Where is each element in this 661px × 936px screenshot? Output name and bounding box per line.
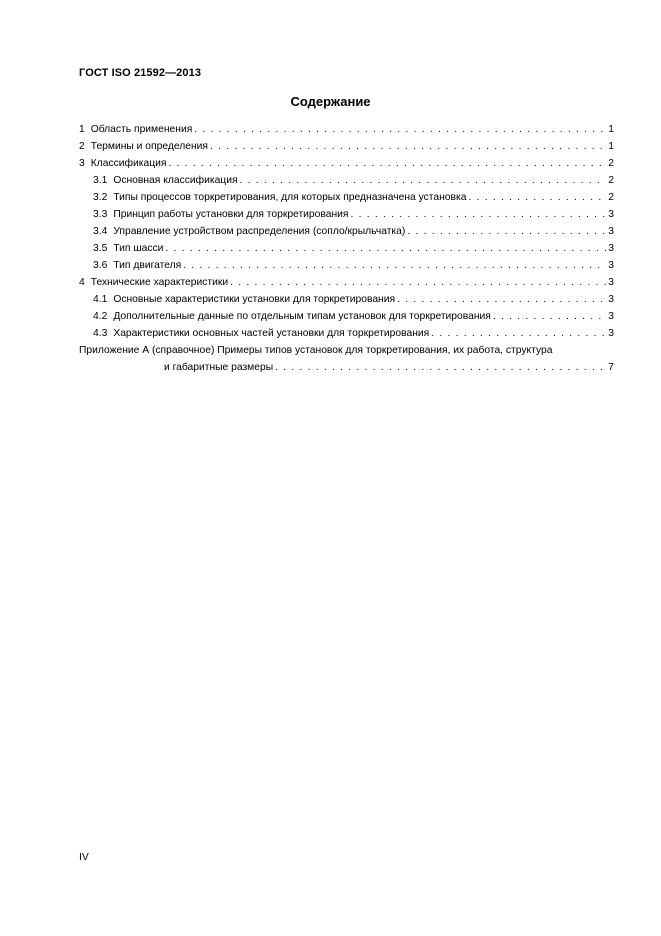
- toc-entry[interactable]: [79, 157, 614, 174]
- toc-entry-page-number: 1: [608, 124, 614, 135]
- toc-entry-page-number: 3: [608, 328, 614, 339]
- toc-entry[interactable]: [79, 276, 614, 293]
- leader-dots: [194, 123, 606, 136]
- toc-entry-number: 3.3: [93, 209, 108, 220]
- toc-entry-number: 4.2: [93, 311, 108, 322]
- toc-entry-page-number: 2: [608, 175, 614, 186]
- annex-page-number: 7: [608, 362, 614, 373]
- toc-entry-title: Управление устройством распределения (сопло/крыльчатка): [113, 226, 406, 237]
- toc-entry-page-number: 2: [608, 192, 614, 203]
- leader-dots: [350, 208, 606, 221]
- leader-dots: [168, 157, 606, 170]
- toc-entry[interactable]: [79, 327, 614, 344]
- toc-entry[interactable]: [79, 123, 614, 140]
- toc-entry-number: 3.1: [93, 175, 108, 186]
- leader-dots: [493, 310, 606, 323]
- leader-dots: [183, 259, 606, 272]
- leader-dots: [165, 242, 606, 255]
- toc-entry-number: 2: [79, 141, 85, 152]
- toc-entry-page-number: 3: [608, 243, 614, 254]
- table-of-contents: [79, 123, 614, 378]
- leader-dots: [275, 361, 606, 374]
- toc-entry-page-number: 3: [608, 209, 614, 220]
- toc-entry-page-number: 3: [608, 260, 614, 271]
- toc-entry-number: 4.3: [93, 328, 108, 339]
- toc-entry-number: 3.2: [93, 192, 108, 203]
- toc-entry-title: Принцип работы установки для торкретирования: [113, 209, 349, 220]
- toc-entry[interactable]: [79, 310, 614, 327]
- annex-title-line2-row: [79, 361, 614, 378]
- toc-entry[interactable]: [79, 293, 614, 310]
- toc-annex-entry[interactable]: [79, 344, 614, 378]
- document-id: ГОСТ ISO 21592—2013: [79, 67, 202, 79]
- leader-dots: [397, 293, 606, 306]
- toc-entry-title: Тип шасси: [113, 243, 164, 254]
- toc-entry-title: Характеристики основных частей установки для торкретирования: [113, 328, 430, 339]
- leader-dots: [407, 225, 606, 238]
- toc-entry-number: 1: [79, 124, 85, 135]
- page-number: IV: [79, 852, 89, 863]
- toc-title: Содержание: [290, 94, 371, 109]
- toc-entry-number: 4: [79, 277, 85, 288]
- toc-entry-title: Основные характеристики установки для торкретирования: [113, 294, 396, 305]
- toc-entry-title: Классификация: [90, 158, 167, 169]
- toc-entry-number: 3.5: [93, 243, 108, 254]
- toc-entry-page-number: 1: [608, 141, 614, 152]
- leader-dots: [210, 140, 606, 153]
- toc-entry[interactable]: [79, 259, 614, 276]
- toc-entry-page-number: 2: [608, 158, 614, 169]
- toc-entry-number: 3: [79, 158, 85, 169]
- toc-entry-title: Основная классификация: [113, 175, 238, 186]
- toc-entry-title: Тип двигателя: [113, 260, 182, 271]
- toc-entry-title: Термины и определения: [90, 141, 208, 152]
- toc-entry-page-number: 3: [608, 277, 614, 288]
- toc-entry-title: Дополнительные данные по отдельным типам установок для торкретирования: [113, 311, 491, 322]
- leader-dots: [468, 191, 606, 204]
- toc-entry[interactable]: [79, 140, 614, 157]
- toc-entry[interactable]: [79, 208, 614, 225]
- toc-entry[interactable]: [79, 242, 614, 259]
- toc-entry-page-number: 3: [608, 311, 614, 322]
- toc-entry-number: 3.4: [93, 226, 108, 237]
- toc-entry-page-number: 3: [608, 226, 614, 237]
- toc-entry[interactable]: [79, 191, 614, 208]
- toc-entry[interactable]: [79, 225, 614, 242]
- toc-entry-title: Технические характеристики: [90, 277, 229, 288]
- leader-dots: [431, 327, 606, 340]
- leader-dots: [240, 174, 606, 187]
- toc-entry-number: 4.1: [93, 294, 108, 305]
- annex-title-line2: и габаритные размеры: [164, 362, 274, 373]
- toc-entry-number: 3.6: [93, 260, 108, 271]
- toc-entry-page-number: 3: [608, 294, 614, 305]
- toc-entry-title: Область применения: [90, 124, 193, 135]
- leader-dots: [230, 276, 606, 289]
- toc-entry[interactable]: [79, 174, 614, 191]
- toc-entries: [79, 123, 614, 344]
- toc-entry-title: Типы процессов торкретирования, для которых предназначена установка: [113, 192, 467, 203]
- annex-title-line1: Приложение А (справочное) Примеры типов установок для торкретирования, их работа, структура: [79, 345, 553, 356]
